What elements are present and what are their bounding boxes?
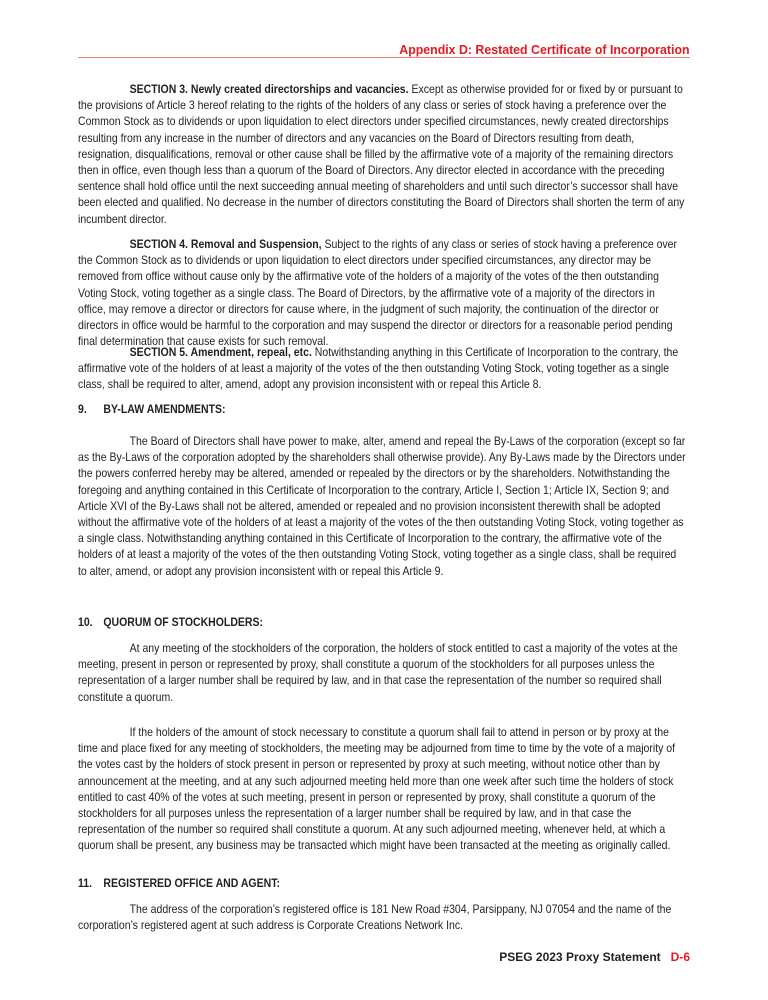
- text-line: holders of at least a majority of the votes of the then outstanding Voting Stock, voting together as a single class, shall be required: [78, 547, 677, 562]
- text-line: without the affirmative vote of the holders of at least a majority of the votes of the then outstanding Voting Stock, voting together as: [78, 514, 684, 529]
- text-line: constitute a quorum.: [78, 689, 174, 704]
- page-number: D-6: [670, 950, 690, 964]
- text-line: been elected and qualified. No decrease in the number of directors constituting the Board of Directors shall shorten the term of any: [78, 195, 685, 210]
- text-line: corporation’s registered agent at such address is Corporate Creations Network Inc.: [78, 918, 463, 933]
- page-footer: PSEG 2023 Proxy Statement D-6: [499, 950, 690, 964]
- text-line: the Common Stock as to dividends or upon liquidation to elect directors under specified circumstances, any director may be: [78, 253, 652, 268]
- section-5: [78, 344, 768, 393]
- text-line: resulting from any increase in the number of directors and any vacancies on the Board of Directors resulting from death,: [78, 130, 635, 145]
- text-line: foregoing and anything contained in this Certificate of Incorporation to the contrary, Article I, Section 1; Article IX, Section 9; and: [78, 482, 670, 497]
- text-line: SECTION 3. Newly created directorships and vacancies. Except as otherwise provided for or fixed by or pursuant to: [129, 82, 683, 96]
- text-line: entitled to cast 40% of the votes at such meeting, present in person or represented by proxy, shall constitute a quorum of the: [78, 789, 656, 804]
- text-line: Article XVI of the By-Laws shall not be altered, amended or repealed and no provision inconsistent therewith shall be adopted: [78, 498, 661, 513]
- text-line: If the holders of the amount of stock necessary to constitute a quorum shall fail to attend in person or by proxy at the: [129, 725, 669, 739]
- article-9-body: [78, 433, 768, 579]
- text-line: affirmative vote of the holders of at least a majority of the votes of the then outstanding Voting Stock, voting together as a single: [78, 361, 670, 376]
- text-line: then in office, even though less than a quorum of the Board of Directors. Any director elected in accordance with the preceding: [78, 162, 665, 177]
- article-10-para-1: [78, 640, 768, 705]
- text-line: stockholders for all purposes unless the representation of a larger number shall be required by law, and in that case the: [78, 805, 632, 820]
- text-line: Common Stock as to dividends or upon liquidation to elect directors under specified circumstances, newly created directorships: [78, 114, 669, 129]
- text-line: announcement at the meeting, and at any such adjourned meeting held more than one week after such time the holders of stock: [78, 773, 674, 788]
- header-rule: [78, 57, 690, 58]
- text-line: as the By-Laws of the corporation adopted by the shareholders shall otherwise provide). Any By-Laws made by the Directors under: [78, 450, 686, 465]
- text-line: office, may remove a director or directors for cause where, in the judgment of such majority, the continuation of the director or: [78, 301, 659, 316]
- text-line: the provisions of Article 3 hereof relating to the rights of the holders of any class or series of stock having a preference over the: [78, 98, 667, 113]
- running-header: Appendix D: Restated Certificate of Incorporation: [399, 42, 690, 57]
- text-line: removed from office without cause only by the affirmative vote of the holders of a majority of the votes of the then outstanding: [78, 269, 659, 284]
- text-line: a single class. Notwithstanding anything contained in this Certificate of Incorporation to the contrary, the affirmative vote of the: [78, 531, 662, 546]
- text-line: to alter, amend, or adopt any provision inconsistent with or repeal this Article 9.: [78, 563, 444, 578]
- article-11-body: [78, 901, 768, 933]
- section-4: [78, 236, 768, 349]
- text-line: sentence shall hold office until the next succeeding annual meeting of shareholders and until such director’s successor shall have: [78, 179, 679, 194]
- text-line: SECTION 5. Amendment, repeal, etc. Notwithstanding anything in this Certificate of Incorporation to the contrary, the: [129, 345, 679, 359]
- text-line: the powers conferred hereby may be altered, amended or repealed by the directors or by the shareholders. Notwithstanding the: [78, 466, 670, 481]
- section-title: SECTION 4. Removal and Suspension,: [129, 237, 322, 251]
- article-11-heading: 11. REGISTERED OFFICE AND AGENT:: [78, 876, 280, 890]
- text-line: representation of a larger number shall be required by law, and in that case the representation of the number so required shall: [78, 673, 662, 688]
- text-line: final determination that cause exists for such removal.: [78, 334, 329, 349]
- text-line: Voting Stock, voting together as a single class. The Board of Directors, by the affirmative vote of a majority of the directors in: [78, 285, 655, 300]
- text-line: class, shall be required to alter, amend, adopt any provision inconsistent with or repeal this Article 8.: [78, 377, 542, 392]
- text-line: the votes cast by the holders of stock present in person or represented by proxy at such meeting, without notice other than by: [78, 757, 660, 772]
- section-title: SECTION 5. Amendment, repeal, etc.: [129, 345, 312, 359]
- text-line: The Board of Directors shall have power to make, alter, amend and repeal the By-Laws of the corporation (except so far: [129, 434, 686, 448]
- text-line: resignation, disqualifications, removal or other cause shall be filled by the affirmative vote of a majority of the remaining directors: [78, 146, 674, 161]
- text-line: meeting, present in person or represented by proxy, shall constitute a quorum of the stockholders for all purposes unless the: [78, 657, 655, 672]
- text-line: incumbent director.: [78, 211, 167, 226]
- text-line: quorum shall be present, any business may be transacted which might have been transacted at the meeting as originally called.: [78, 838, 671, 853]
- text-line: SECTION 4. Removal and Suspension, Subject to the rights of any class or series of stock having a preference over: [129, 237, 678, 251]
- text-line: representation of the number so required shall constitute a quorum. At any such adjourned meeting, whenever held, at which a: [78, 822, 666, 837]
- text-line: time and place fixed for any meeting of stockholders, the meeting may be adjourned from time to time by the vote of a majority of: [78, 741, 676, 756]
- article-10-heading: 10. QUORUM OF STOCKHOLDERS:: [78, 615, 264, 629]
- section-3: [78, 81, 768, 227]
- article-9-heading: 9. BY-LAW AMENDMENTS:: [78, 402, 226, 416]
- article-10-para-2: [78, 724, 768, 854]
- text-line: directors in office would be harmful to the corporation and may suspend the director or directors for a reasonable period pending: [78, 317, 673, 332]
- section-title: SECTION 3. Newly created directorships and vacancies.: [129, 82, 409, 96]
- text-line: At any meeting of the stockholders of the corporation, the holders of stock entitled to cast a majority of the votes at the: [129, 641, 678, 655]
- text-line: The address of the corporation’s registered office is 181 New Road #304, Parsippany, NJ 07054 and the name of the: [129, 902, 672, 916]
